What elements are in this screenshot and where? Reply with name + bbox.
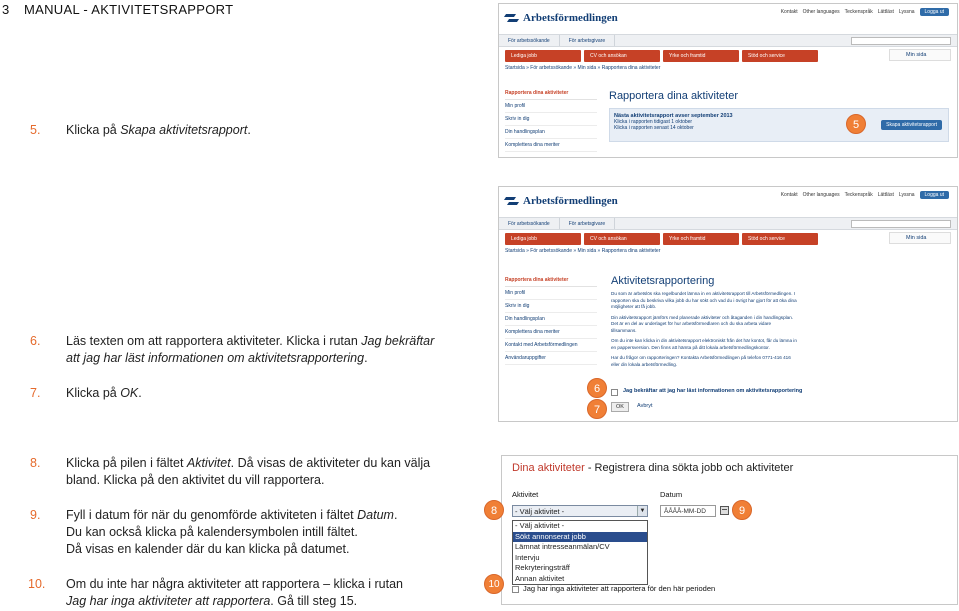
sidebar-item-meriter[interactable]: Komplettera dina meriter bbox=[505, 326, 597, 339]
sidebar-heading[interactable]: Rapportera dina aktiviteter bbox=[505, 275, 597, 287]
activity-select[interactable] bbox=[512, 505, 648, 517]
sidebar-item-anvandaruppgifter[interactable]: Användaruppgifter bbox=[505, 352, 597, 365]
step-text-line3: Då visas en kalender där du kan klicka på datumet. bbox=[66, 542, 350, 556]
chevron-down-icon[interactable]: ▼ bbox=[637, 506, 647, 516]
site-header bbox=[499, 4, 957, 34]
step-emphasis: Datum bbox=[357, 508, 394, 522]
step-emphasis: Skapa aktivitetsrapport bbox=[120, 123, 248, 137]
step-text-end: . Då visas de aktiviteter du kan välja bbox=[230, 456, 431, 470]
step-emphasis: Aktivitet bbox=[186, 456, 231, 470]
info-paragraph: Om du inte kan klicka in din aktivitetsrapport elektroniskt från det här kontot, får du lämna in en pappersversion. Den finns att hämta på ditt lokala arbetsförmedlingskontor. bbox=[611, 338, 797, 350]
logo-text: Arbetsförmedlingen bbox=[523, 195, 618, 207]
step-text: Klicka på bbox=[66, 123, 121, 137]
callout-badge-8: 8 bbox=[484, 500, 504, 520]
activity-option[interactable]: - Välj aktivitet - bbox=[515, 521, 565, 530]
panel3-title bbox=[512, 462, 793, 474]
sidebar-item-skriv-in[interactable]: Skriv in dig bbox=[505, 300, 597, 313]
tab-arbetsgivare[interactable]: För arbetsgivare bbox=[560, 35, 615, 46]
main-menu bbox=[499, 230, 957, 246]
step-emphasis: Jag har inga aktiviteter att rapportera bbox=[66, 594, 271, 608]
sidebar bbox=[505, 88, 597, 152]
callout-badge-6: 6 bbox=[587, 378, 607, 398]
date-label: Datum bbox=[660, 490, 683, 499]
sidebar-item-profil[interactable]: Min profil bbox=[505, 100, 597, 113]
step-text-line2: Du kan också klicka på kalendersymbolen intill fältet. bbox=[66, 525, 358, 539]
menu-lediga-jobb[interactable]: Lediga jobb bbox=[505, 233, 581, 245]
activity-label: Aktivitet bbox=[512, 490, 539, 499]
menu-stod[interactable]: Stöd och service bbox=[742, 50, 818, 62]
menu-cv[interactable]: CV och ansökan bbox=[584, 233, 660, 245]
page-header bbox=[2, 2, 233, 17]
info-paragraph: Har du frågor om rapporteringen? Kontakta Arbetsförmedlingen på telefon 0771-416 416 eller din lokala arbetsförmedling. bbox=[611, 355, 791, 367]
search-input[interactable] bbox=[851, 220, 951, 228]
site-header bbox=[499, 187, 957, 217]
step-number: 5. bbox=[30, 123, 41, 137]
link-lyssna[interactable]: Lyssna bbox=[898, 192, 915, 198]
search-input[interactable] bbox=[851, 37, 951, 45]
screenshot-panel-1 bbox=[498, 3, 958, 158]
site-logo bbox=[505, 195, 618, 207]
no-activities-label: Jag har inga aktiviteter att rapportera för den här perioden bbox=[523, 584, 716, 593]
min-sida-link[interactable]: Min sida bbox=[889, 49, 951, 61]
title-highlight: Dina aktiviteter bbox=[512, 462, 585, 474]
link-kontakt[interactable]: Kontakt bbox=[780, 9, 798, 15]
next-report-heading: Nästa aktivitetsrapport avser september 2013 bbox=[614, 113, 733, 119]
link-lattlast[interactable]: Lättläst bbox=[877, 192, 894, 198]
step-text: Om du inte har några aktiviteter att rapportera – klicka i rutan bbox=[66, 577, 403, 591]
step-5 bbox=[30, 122, 251, 139]
top-links bbox=[781, 8, 949, 16]
step-emphasis: att jag har läst informationen om aktivitetsrapportering bbox=[66, 351, 365, 365]
sidebar-item-kontakt[interactable]: Kontakt med Arbetsförmedlingen bbox=[505, 339, 597, 352]
menu-cv[interactable]: CV och ansökan bbox=[584, 50, 660, 62]
screenshot-panel-3 bbox=[501, 455, 958, 605]
step-number: 7. bbox=[30, 386, 41, 400]
confirm-checkbox[interactable] bbox=[611, 389, 618, 396]
step-text: Fyll i datum för när du genomförde aktiviteten i fältet bbox=[66, 508, 358, 522]
sidebar-item-meriter[interactable]: Komplettera dina meriter bbox=[505, 139, 597, 152]
site-logo bbox=[505, 12, 618, 24]
sidebar-heading[interactable]: Rapportera dina aktiviteter bbox=[505, 88, 597, 100]
step-number: 8. bbox=[30, 456, 41, 470]
main-menu bbox=[499, 47, 957, 63]
sidebar-item-profil[interactable]: Min profil bbox=[505, 287, 597, 300]
menu-yrke[interactable]: Yrke och framtid bbox=[663, 233, 739, 245]
sidebar bbox=[505, 275, 597, 365]
af-logo-icon bbox=[505, 196, 519, 206]
menu-stod[interactable]: Stöd och service bbox=[742, 233, 818, 245]
ok-button[interactable]: OK bbox=[611, 402, 629, 412]
logout-button[interactable]: Logga ut bbox=[920, 191, 949, 199]
tab-arbetssokande[interactable]: För arbetssökande bbox=[499, 35, 560, 46]
callout-badge-9: 9 bbox=[732, 500, 752, 520]
panel2-title: Aktivitetsrapportering bbox=[611, 275, 715, 287]
report-earliest: Klicka i rapporten tidigast 1 oktober bbox=[614, 119, 693, 125]
activity-select-value: - Välj aktivitet - bbox=[515, 507, 565, 516]
step-emphasis: Jag bekräftar bbox=[361, 334, 435, 348]
step-number: 9. bbox=[30, 508, 41, 522]
link-teckensprak[interactable]: Teckenspråk bbox=[844, 9, 873, 15]
link-kontakt[interactable]: Kontakt bbox=[780, 192, 798, 198]
breadcrumb: Startsida » För arbetssökande » Min sida » Rapportera dina aktiviteter bbox=[505, 65, 661, 71]
step-text: Klicka på bbox=[66, 386, 121, 400]
audience-nav bbox=[499, 217, 957, 230]
sidebar-item-handlingsplan[interactable]: Din handlingsplan bbox=[505, 126, 597, 139]
screenshot-panel-2 bbox=[498, 186, 958, 422]
af-logo-icon bbox=[505, 13, 519, 23]
activity-option-selected[interactable]: Sökt annonserat jobb bbox=[513, 532, 647, 543]
step-text: Klicka på pilen i fältet bbox=[66, 456, 187, 470]
top-links bbox=[781, 191, 949, 199]
panel1-content bbox=[609, 90, 949, 142]
activity-option[interactable]: Lämnat intresseanmälan/CV bbox=[515, 542, 610, 551]
page-number: 3 bbox=[2, 2, 10, 17]
info-paragraph: Du som är arbetslös ska regelbundet lämna in en aktivitetsrapport till Arbetsförmedlingen. I rapporten ska du beskriva vilka jobb du har sökt och vad du i övrigt har gjort för att öka dina möjligheter att få jobb. bbox=[611, 291, 797, 309]
step-7 bbox=[30, 385, 142, 402]
step-text-end: . Gå till steg 15. bbox=[270, 594, 358, 608]
step-number: 10. bbox=[28, 577, 46, 591]
logout-button[interactable]: Logga ut bbox=[920, 8, 949, 16]
step-9 bbox=[30, 507, 466, 558]
link-teckensprak[interactable]: Teckenspråk bbox=[844, 192, 873, 198]
page-title: MANUAL - AKTIVITETSRAPPORT bbox=[24, 2, 234, 17]
no-activities-checkbox[interactable] bbox=[512, 586, 519, 593]
sidebar-item-skriv-in[interactable]: Skriv in dig bbox=[505, 113, 597, 126]
step-text: Läs texten om att rapportera aktiviteter. Klicka i rutan bbox=[66, 334, 362, 348]
report-latest: Klicka i rapporten senast 14 oktober bbox=[614, 125, 694, 131]
callout-badge-7: 7 bbox=[587, 399, 607, 419]
step-number: 6. bbox=[30, 334, 41, 348]
activity-option[interactable]: Intervju bbox=[515, 552, 540, 562]
callout-badge-5: 5 bbox=[846, 114, 866, 134]
link-lyssna[interactable]: Lyssna bbox=[898, 9, 915, 15]
info-paragraph: Din aktivitetsrapport jämförs med planerade aktiviteter och åtaganden i din handlingsplan. Det är en del av underlaget för hur arbetsförmedlaren och du ska arbeta vidare tillsammans. bbox=[611, 314, 794, 333]
sidebar-item-handlingsplan[interactable]: Din handlingsplan bbox=[505, 313, 597, 326]
tab-arbetssokande[interactable]: För arbetssökande bbox=[499, 218, 560, 229]
step-8 bbox=[30, 455, 466, 489]
tab-arbetsgivare[interactable]: För arbetsgivare bbox=[560, 218, 615, 229]
step-text-end: . bbox=[364, 351, 368, 365]
panel1-title: Rapportera dina aktiviteter bbox=[609, 90, 739, 102]
date-input[interactable]: ÅÅÅÅ-MM-DD bbox=[660, 505, 716, 517]
step-text-line2: bland. Klicka på den aktivitet du vill rapportera. bbox=[66, 473, 325, 487]
title-rest: - Registrera dina sökta jobb och aktiviteter bbox=[584, 462, 794, 474]
link-other-languages[interactable]: Other languages bbox=[802, 192, 840, 198]
step-10 bbox=[28, 576, 466, 610]
confirm-checkbox-label: Jag bekräftar att jag har läst informationen om aktivitetsrapportering bbox=[623, 388, 803, 394]
logo-text: Arbetsförmedlingen bbox=[523, 12, 618, 24]
step-text-end: . bbox=[247, 123, 251, 137]
activity-option[interactable]: Annan aktivitet bbox=[515, 573, 565, 583]
activity-dropdown bbox=[512, 520, 648, 585]
cancel-link[interactable]: Avbryt bbox=[637, 403, 653, 409]
step-emphasis: OK bbox=[120, 386, 139, 400]
panel2-content bbox=[611, 275, 797, 368]
link-lattlast[interactable]: Lättläst bbox=[877, 9, 894, 15]
audience-nav bbox=[499, 34, 957, 47]
link-other-languages[interactable]: Other languages bbox=[802, 9, 840, 15]
calendar-icon[interactable] bbox=[720, 506, 729, 515]
step-text-end: . bbox=[393, 508, 398, 522]
activity-option[interactable]: Rekryteringsträff bbox=[515, 563, 570, 572]
next-report-box bbox=[609, 108, 949, 142]
step-text-end: . bbox=[138, 386, 142, 400]
menu-yrke[interactable]: Yrke och framtid bbox=[663, 50, 739, 62]
menu-lediga-jobb[interactable]: Lediga jobb bbox=[505, 50, 581, 62]
min-sida-link[interactable]: Min sida bbox=[889, 232, 951, 244]
create-report-button[interactable]: Skapa aktivitetsrapport bbox=[881, 120, 942, 130]
breadcrumb: Startsida » För arbetssökande » Min sida » Rapportera dina aktiviteter bbox=[505, 248, 661, 254]
step-6 bbox=[30, 333, 446, 367]
callout-badge-10: 10 bbox=[484, 574, 504, 594]
